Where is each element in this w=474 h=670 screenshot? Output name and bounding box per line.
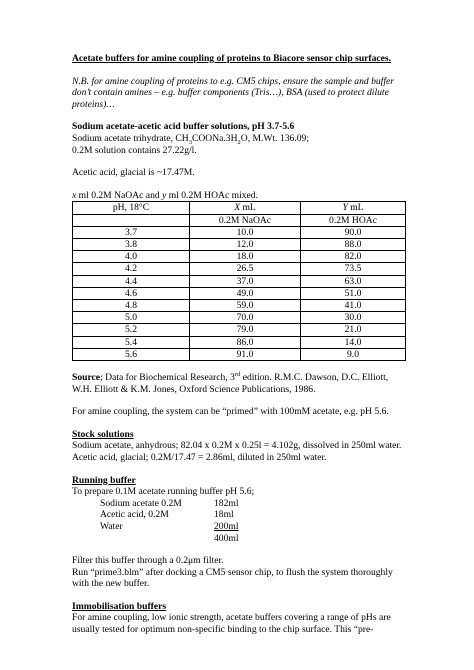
- buffer-table: [72, 201, 406, 361]
- running-intro: To prepare 0.1M acetate running buffer pH 5.6;: [72, 486, 255, 498]
- subheader-naoac: 0.2M NaOAc: [190, 214, 301, 226]
- sodium-acetate-line: Sodium acetate trihydrate, $CH_3COONa.3H_2O$, M.Wt. 136.09;: [72, 132, 310, 146]
- stock-heading: Stock solutions: [72, 428, 134, 440]
- hoac-cell: 90.0: [301, 226, 406, 238]
- ph-cell: 5.4: [73, 336, 190, 348]
- filter-note: Filter this buffer through a 0.2μm filter.: [72, 555, 224, 567]
- recipe-item: [100, 498, 406, 510]
- naoac-cell: 12.0: [190, 238, 301, 250]
- naoac-cell: 86.0: [190, 336, 301, 348]
- recipe-item: [100, 521, 406, 533]
- naoac-cell: 10.0: [190, 226, 301, 238]
- document-page: [72, 53, 406, 636]
- recipe-list: [100, 498, 406, 544]
- stock-line-acetic: Acetic acid, glacial; 0.2M/17.47 = 2.86ml, diluted in 250ml water.: [72, 451, 327, 463]
- header-hoac: Y mL: [301, 202, 406, 214]
- hoac-cell: 30.0: [301, 312, 406, 324]
- immobilisation-text: For amine coupling, low ionic strength, acetate buffers covering a range of pHs are usually tested for optimum non-specific binding to the chip surface. This “pre-: [72, 612, 391, 636]
- recipe-item: [100, 509, 406, 521]
- recipe-name: Water: [100, 520, 123, 532]
- table-row: [73, 312, 406, 324]
- ph-cell: 4.2: [73, 263, 190, 275]
- header-ph: pH, 18°C: [73, 202, 190, 214]
- naoac-cell: 91.0: [190, 348, 301, 360]
- recipe-amount: 200ml: [214, 520, 239, 532]
- hoac-cell: 9.0: [301, 348, 406, 360]
- ph-cell: 4.8: [73, 299, 190, 311]
- stock-line-acetate: Sodium acetate, anhydrous; 82.04 x 0.2M x 0.25l = 4.102g, dissolved in 250ml water.: [72, 440, 402, 452]
- ph-cell: 4.4: [73, 275, 190, 287]
- table-header-row: [73, 202, 406, 214]
- recipe-amount: 182ml: [214, 497, 239, 509]
- header-naoac: X mL: [190, 202, 301, 214]
- recipe-total-amount: 400ml: [214, 532, 239, 544]
- naoac-cell: 59.0: [190, 299, 301, 311]
- table-row: [73, 336, 406, 348]
- table-row: [73, 238, 406, 250]
- ph-cell: 3.7: [73, 226, 190, 238]
- table-subheader-row: [73, 214, 406, 226]
- source-citation: Source; Data for Biochemical Research, 3rd edition. R.M.C. Dawson, D.C. Elliott, W.H. Elliott & K.M. Jones, Oxford Science Publications, 1986.: [72, 370, 389, 395]
- ph-cell: 3.8: [73, 238, 190, 250]
- mix-instruction: x ml 0.2M NaOAc and y ml 0.2M HOAc mixed.: [72, 189, 258, 201]
- recipe-name: Acetic acid, 0.2M: [100, 509, 169, 521]
- naoac-cell: 70.0: [190, 312, 301, 324]
- subheader-hoac: 0.2M HOAc: [301, 214, 406, 226]
- ph-cell: 5.0: [73, 312, 190, 324]
- table-row: [73, 226, 406, 238]
- naoac-cell: 79.0: [190, 324, 301, 336]
- recipe-total: [100, 533, 406, 545]
- naoac-cell: 18.0: [190, 251, 301, 263]
- hoac-cell: 21.0: [301, 324, 406, 336]
- naoac-cell: 49.0: [190, 287, 301, 299]
- hoac-cell: 88.0: [301, 238, 406, 250]
- table-row: [73, 287, 406, 299]
- priming-note: For amine coupling, the system can be “primed” with 100mM acetate, e.g. pH 5.6.: [72, 406, 389, 418]
- prime-note: Run “prime3.blm” after docking a CM5 sensor chip, to flush the system thoroughly with the new buffer.: [72, 566, 393, 590]
- acetic-acid-molarity: Acetic acid, glacial is ~17.47M.: [72, 167, 195, 179]
- ph-cell: 4.0: [73, 251, 190, 263]
- table-row: [73, 324, 406, 336]
- table-row: [73, 348, 406, 360]
- buffer-heading: Sodium acetate-acetic acid buffer solutions, pH 3.7-5.6: [72, 121, 295, 133]
- hoac-cell: 51.0: [301, 287, 406, 299]
- ph-cell: 4.6: [73, 287, 190, 299]
- hoac-cell: 73.5: [301, 263, 406, 275]
- table-row: [73, 299, 406, 311]
- hoac-cell: 41.0: [301, 299, 406, 311]
- note-paragraph: N.B. for amine coupling of proteins to e.g. CM5 chips, ensure the sample and buffer don’t contain amines – e.g. buffer components (Tris…), BSA (used to protect dilute proteins)…: [72, 75, 394, 110]
- ph-cell: 5.2: [73, 324, 190, 336]
- table-row: [73, 251, 406, 263]
- hoac-cell: 14.0: [301, 336, 406, 348]
- document-title: Acetate buffers for amine coupling of proteins to Biacore sensor chip surfaces.: [72, 53, 392, 64]
- ph-cell: 5.6: [73, 348, 190, 360]
- running-heading: Running buffer: [72, 474, 136, 486]
- recipe-name: Sodium acetate 0.2M: [100, 497, 182, 509]
- recipe-amount: 18ml: [214, 509, 234, 521]
- hoac-cell: 82.0: [301, 251, 406, 263]
- naoac-cell: 37.0: [190, 275, 301, 287]
- immobilisation-heading: Immobilisation buffers: [72, 600, 167, 612]
- subheader-empty: [73, 214, 190, 226]
- hoac-cell: 63.0: [301, 275, 406, 287]
- table-row: [73, 263, 406, 275]
- solution-concentration: 0.2M solution contains 27.22g/l.: [72, 144, 197, 156]
- naoac-cell: 26.5: [190, 263, 301, 275]
- table-row: [73, 275, 406, 287]
